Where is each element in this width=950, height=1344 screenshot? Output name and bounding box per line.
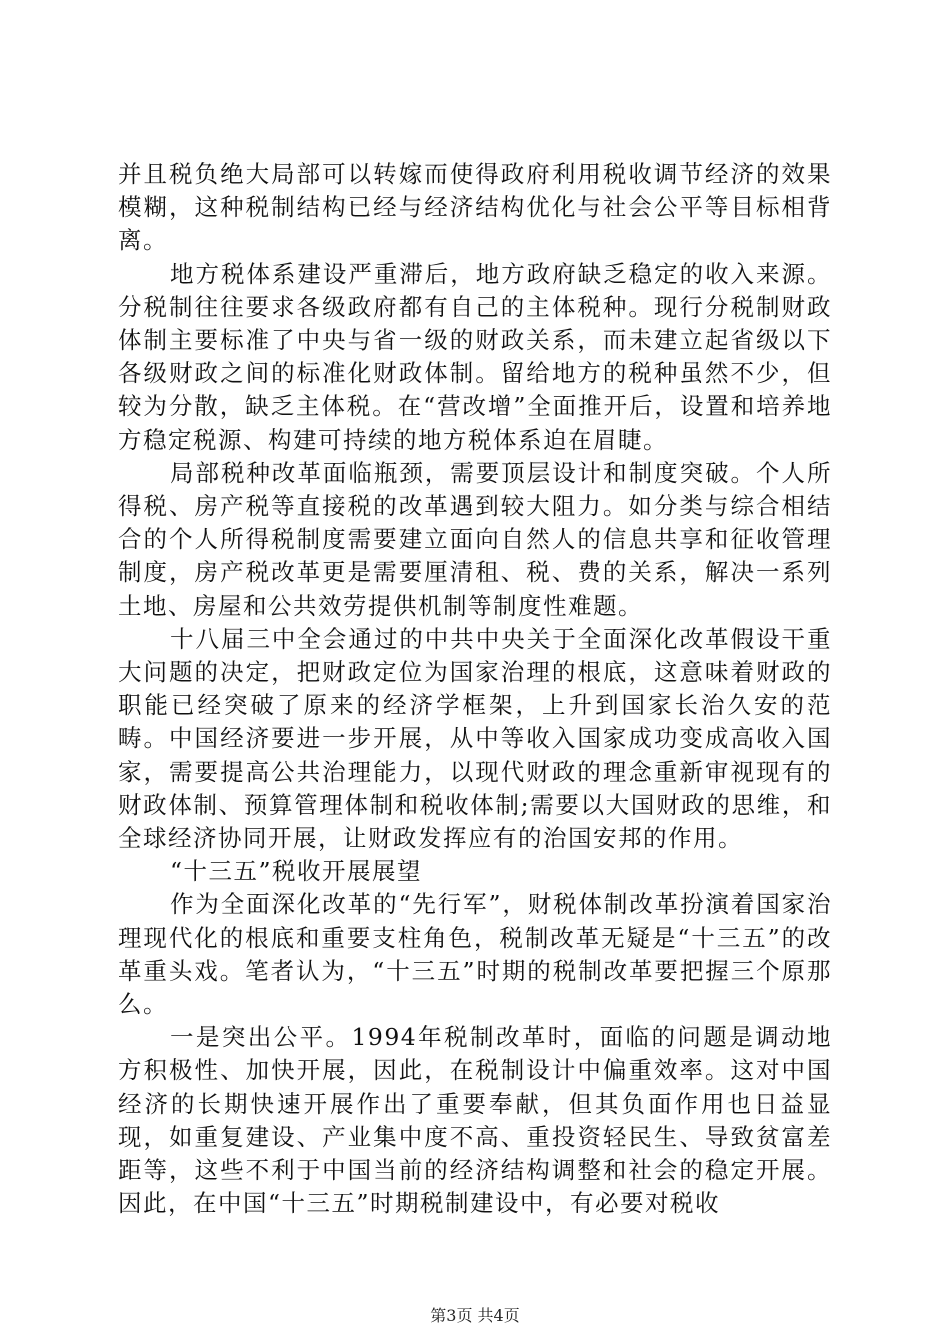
section-heading: “十三五”税收开展展望	[170, 857, 423, 886]
paragraph-pioneer: 作为全面深化改革的“先行军”，财税体制改革扮演着国家治理现代化的根底和重要支柱角色，税制改革无疑是“十三五”的改革重头戏。笔者认为，“十三五”时期的税制改革要把握三个原那么。	[118, 890, 832, 1019]
paragraph-tax-reform-bottleneck: 局部税种改革面临瓶颈，需要顶层设计和制度突破。个人所得税、房产税等直接税的改革遇到较大阻力。如分类与综合相结合的个人所得税制度需要建立面向自然人的信息共享和征收管理制度，房产税改革更是需要厘清租、税、费的关系，解决一系列土地、房屋和公共效劳提供机制等制度性难题。	[118, 458, 832, 620]
document-body	[118, 158, 832, 1221]
page-footer: 第3页 共4页	[430, 1306, 520, 1325]
paragraph-fairness: 一是突出公平。1994年税制改革时，面临的问题是调动地方积极性、加快开展，因此，在税制设计中偏重效率。这对中国经济的长期快速开展作出了重要奉献，但其负面作用也日益显现，如重复建设、产业集中度不高、重投资轻民生、导致贫富差距等，这些不利于中国当前的经济结构调整和社会的稳定开展。因此，在中国“十三五”时期税制建设中，有必要对税收	[118, 1023, 832, 1218]
paragraph-local-tax: 地方税体系建设严重滞后，地方政府缺乏稳定的收入来源。分税制往往要求各级政府都有自己的主体税种。现行分税制财政体制主要标准了中央与省一级的财政关系，而未建立起省级以下各级财政之间的标准化财政体制。留给地方的税种虽然不少，但较为分散，缺乏主体税。在“营改增”全面推开后，设置和培养地方稳定税源、构建可持续的地方税体系迫在眉睫。	[118, 259, 832, 454]
paragraph-third-plenum: 十八届三中全会通过的中共中央关于全面深化改革假设干重大问题的决定，把财政定位为国家治理的根底，这意味着财政的职能已经突破了原来的经济学框架，上升到国家长治久安的范畴。中国经济要进一步开展，从中等收入国家成功变成高收入国家，需要提高公共治理能力，以现代财政的理念重新审视现有的财政体制、预算管理体制和税收体制;需要以大国财政的思维，和全球经济协同开展，让财政发挥应有的治国安邦的作用。	[118, 624, 832, 853]
paragraph-continuation: 并且税负绝大局部可以转嫁而使得政府利用税收调节经济的效果模糊，这种税制结构已经与经济结构优化与社会公平等目标相背离。	[118, 160, 832, 255]
